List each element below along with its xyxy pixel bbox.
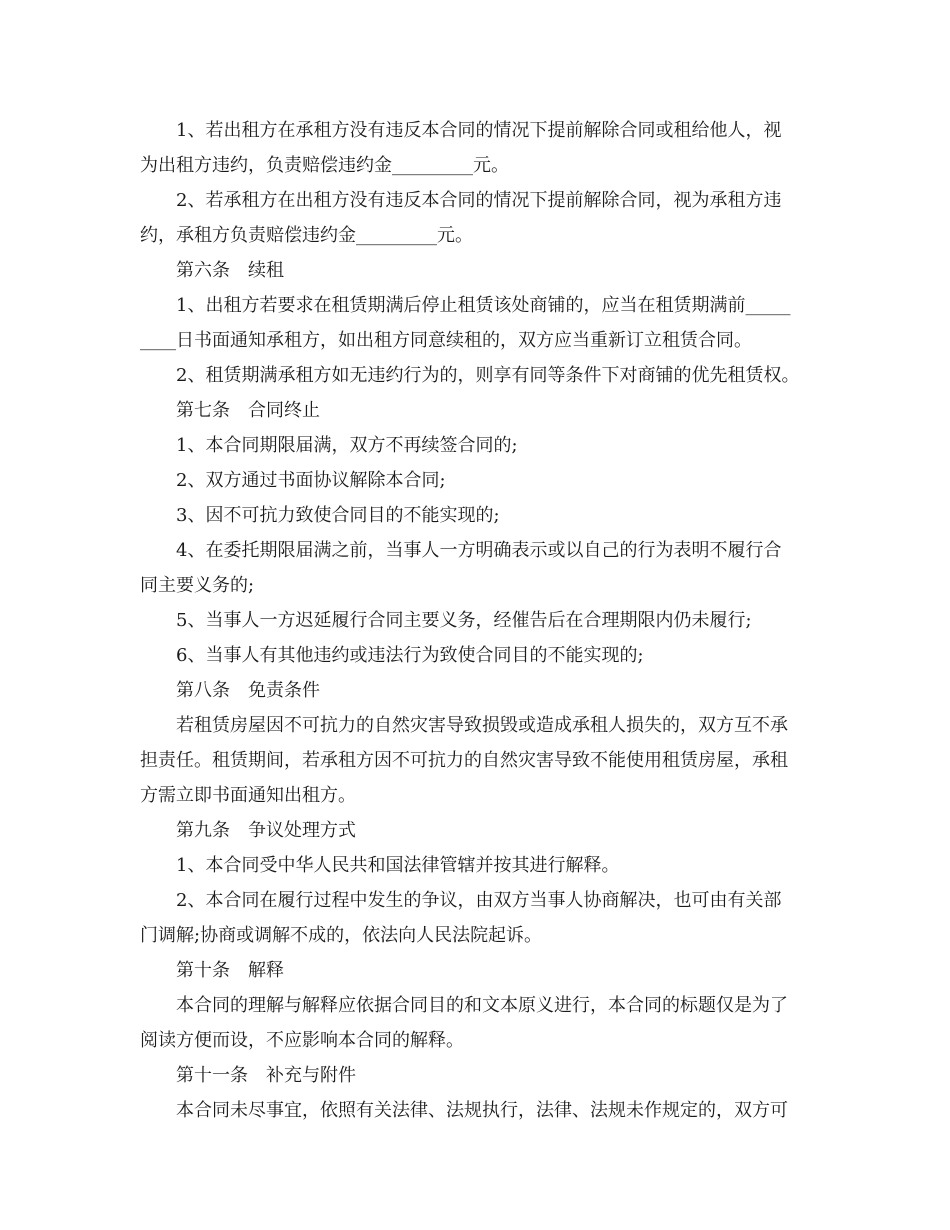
paragraph-line: 若租赁房屋因不可抗力的自然灾害导致损毁或造成承租人损失的，双方互不承 <box>176 715 788 736</box>
paragraph-line: 2、本合同在履行过程中发生的争议，由双方当事人协商解决，也可由有关部 <box>176 890 782 911</box>
paragraph-line: 同主要义务的; <box>140 575 255 596</box>
paragraph-line: 本合同未尽事宜，依照有关法律、法规执行，法律、法规未作规定的，双方可 <box>176 1100 788 1121</box>
section-heading: 第八条 免责条件 <box>176 680 320 701</box>
paragraph-line: 1、本合同期限届满，双方不再续签合同的; <box>176 435 518 456</box>
section-heading: 第六条 续租 <box>176 260 284 281</box>
paragraph-line: 2、租赁期满承租方如无违约行为的，则享有同等条件下对商铺的优先租赁权。 <box>176 365 800 386</box>
paragraph-line: 4、在委托期限届满之前，当事人一方明确表示或以自己的行为表明不履行合 <box>176 540 782 561</box>
section-heading: 第十条 解释 <box>176 960 284 981</box>
paragraph-line: 约，承租方负责赔偿违约金_________元。 <box>140 225 473 246</box>
paragraph-line: 5、当事人一方迟延履行合同主要义务，经催告后在合理期限内仍未履行; <box>176 610 752 631</box>
paragraph-line: 3、因不可抗力致使合同目的不能实现的; <box>176 505 500 526</box>
paragraph-line: 6、当事人有其他违约或违法行为致使合同目的不能实现的; <box>176 645 644 666</box>
paragraph-line: 1、本合同受中华人民共和国法律管辖并按其进行解释。 <box>176 855 620 876</box>
paragraph-line: 方需立即书面通知出租方。 <box>140 785 356 806</box>
paragraph-line: 2、若承租方在出租方没有违反本合同的情况下提前解除合同，视为承租方违 <box>176 190 782 211</box>
paragraph-line: 本合同的理解与解释应依据合同目的和文本原义进行，本合同的标题仅是为了 <box>176 995 788 1016</box>
paragraph-line: 1、若出租方在承租方没有违反本合同的情况下提前解除合同或租给他人，视 <box>176 120 782 141</box>
paragraph-line: 2、双方通过书面协议解除本合同; <box>176 470 446 491</box>
paragraph-line: 门调解;协商或调解不成的，依法向人民法院起诉。 <box>140 925 543 946</box>
paragraph-line: 阅读方便而设，不应影响本合同的解释。 <box>140 1030 464 1051</box>
section-heading: 第七条 合同终止 <box>176 400 320 421</box>
paragraph-line: 担责任。租赁期间，若承租方因不可抗力的自然灾害导致不能使用租赁房屋，承租 <box>140 750 788 771</box>
paragraph-line: ____日书面通知承租方，如出租方同意续租的，双方应当重新订立租赁合同。 <box>140 330 752 351</box>
paragraph-line: 1、出租方若要求在租赁期满后停止租赁该处商铺的，应当在租赁期满前_____ <box>176 295 791 316</box>
section-heading: 第九条 争议处理方式 <box>176 820 356 841</box>
paragraph-line: 为出租方违约，负责赔偿违约金_________元。 <box>140 155 509 176</box>
section-heading: 第十一条 补充与附件 <box>176 1065 356 1086</box>
